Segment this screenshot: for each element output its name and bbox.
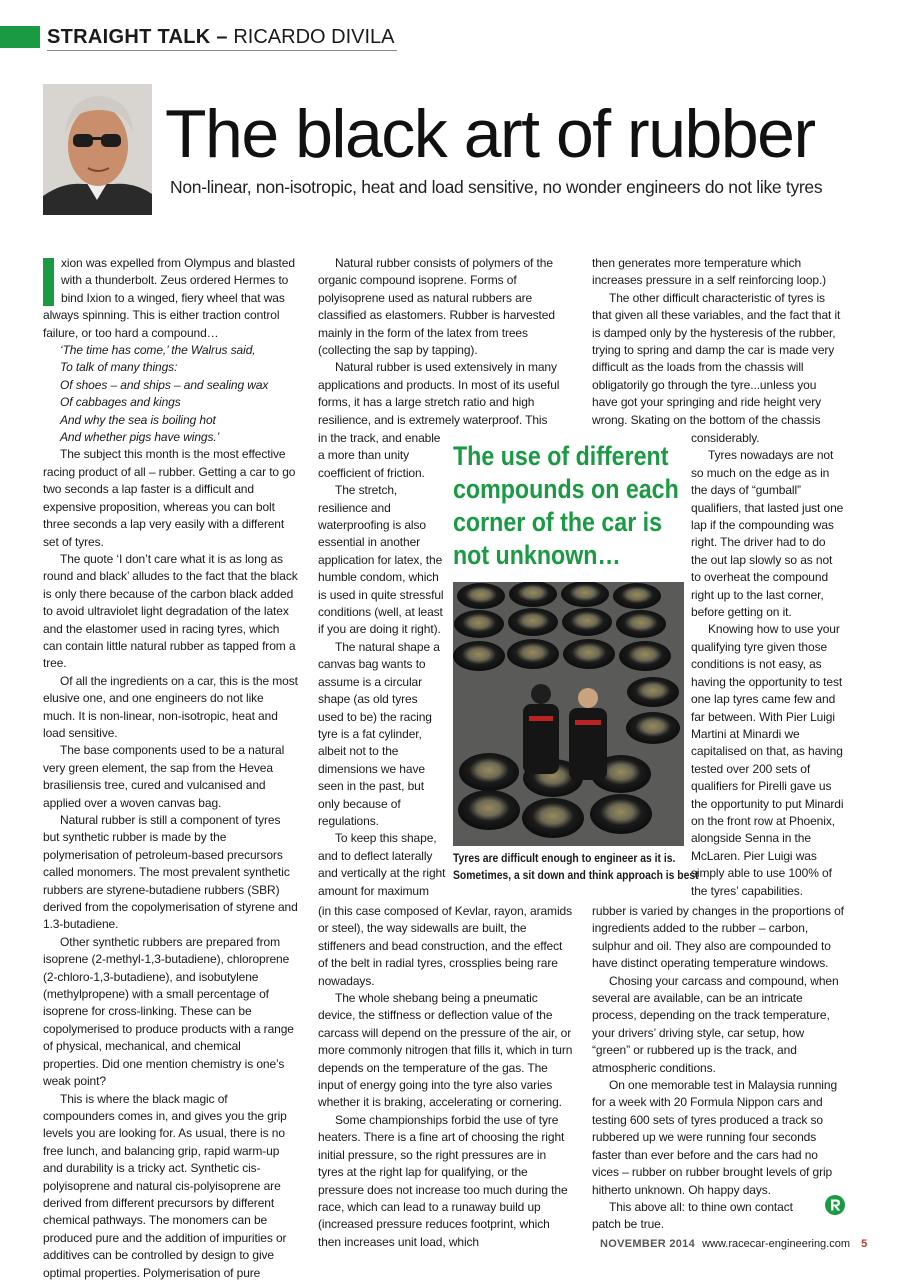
paragraph: The other difficult characteristic of tyres is that given all these variables, and the fact that it is damped only by the hysteresis of the rubber, trying to spring and damp the car is made very difficult as the loads from the chassis will obligatorily go through the tyre...unless you have got your springing and ride height very wrong. Skating on the bottom of the chassis (592, 290, 841, 427)
paragraph: xion was expelled from Olympus and blasted with a thunderbolt. Zeus ordered Hermes to bind Ixion to a winged, fiery wheel that was always spinning. This is either traction control failure, or too hard a compound… (43, 256, 295, 340)
paragraph (691, 900, 844, 902)
section-rule (47, 50, 397, 51)
paragraph: considerably. (691, 431, 760, 445)
verse-line: To talk of many things: (60, 360, 178, 375)
article-standfirst: Non-linear, non-isotropic, heat and load sensitive, no wonder engineers do not like tyres (170, 177, 823, 197)
website-url: www.racecar-engineering.com (702, 1238, 851, 1250)
paragraph: Natural rubber consists of polymers of the organic compound isoprene. Forms of polyisoprene used as natural rubbers are classified as elastomers. Rubber is harvested mainly in the form of the latex from trees (collecting the sap by tapping). (318, 256, 555, 358)
page-number: 5 (861, 1238, 868, 1250)
section-color-bar (0, 26, 40, 48)
verse-line: Of shoes – and ships – and sealing wax (60, 377, 269, 392)
column-1 (43, 255, 298, 1280)
issue-date: NOVEMBER 2014 (600, 1238, 695, 1250)
paragraph: The subject this month is the most effective racing product of all – rubber. Getting a car to go two seconds a lap faster is a difficult and expensive proposition, whereas you can bolt three seconds a lap very easily with a different set of tyres. (43, 447, 296, 549)
footer (600, 1237, 867, 1251)
verse-line: Of cabbages and kings (60, 395, 181, 410)
paragraph: Of all the ingredients on a car, this is the most elusive one, and one engineers do not like much. It is non-linear, non-isotropic, heat and load sensitive. (43, 673, 298, 740)
verse-line: And whether pigs have wings.’ (60, 430, 220, 445)
column-2-top (318, 255, 573, 427)
article-title: The black art of rubber (165, 96, 815, 172)
caption-line: Tyres are difficult enough to engineer as it is. (453, 853, 676, 865)
paragraph: Some championships forbid the use of tyre heaters. There is a fine art of choosing the right initial pressure, so the right pressures are in tyres at the right lap for qualifying, or the pressure does not increase too much during the race, which can lead to a runaway build up (increased pressure reduces footprint, which then increases unit load, which (318, 1112, 568, 1249)
paragraph: Tyres nowadays are not so much on the edge as in the days of “gumball” qualifiers, that lasted just one lap if the compounding was right. The driver had to do the out lap slowly so as not to overheat the compound right up to the last corner, before getting on it. (691, 448, 844, 620)
column-3-bottom (592, 903, 844, 1234)
caption-line: Sometimes, a sit down and think approach is best (453, 870, 699, 882)
paragraph: Natural rubber is still a component of tyres but synthetic rubber is made by the polymerisation of petroleum-based precursors called monomers. The most prevalent synthetic rubbers are styrene-butadiene rubbers (SBR) derived from the copolymerisation of styrene and 1.3-butadiene. (43, 813, 298, 932)
column-3-top (592, 255, 844, 427)
author-portrait (43, 84, 152, 215)
paragraph: The stretch, resilience and waterproofing is also essential in another application for latex, the humble condom, which is used in quite stressful conditions (well, at least if you are doing it right). (318, 483, 444, 637)
pull-quote: The use of different compounds on each corner of the car is not unknown… (453, 441, 679, 570)
paragraph: This is where the black magic of compounders comes in, and gives you the grip levels you are looking for. As usual, there is no free lunch, and balancing grip, rapid warm-up and durability is a tricky act. Synthetic cis-polyisoprene and natural cis-polyisoprene are derived from different precursors by different chemical pathways. The monomers can be produced pure and the addition of impurities or additives can be controlled by design to give optimal properties. Polymerisation of pure (43, 1091, 287, 1280)
paragraph: Other synthetic rubbers are prepared from isoprene (2-methyl-1,3-butadiene), chloroprene (2-chloro-1,3-butadiene), and isobutylene (methylpropene) with a small percentage of isoprene for cross-linking. These can be copolymerised to produce products with a range of physical, mechanical, and chemical properties. Did one mention chemistry is one’s weak point? (43, 934, 294, 1089)
author-name: RICARDO DIVILA (227, 26, 395, 48)
verse-line: ‘The time has come,’ the Walrus said, (60, 343, 256, 358)
tyre-photo (453, 582, 684, 846)
paragraph: To keep this shape, and to deflect laterally and vertically at the right amount for maximum (318, 831, 446, 898)
paragraph: Knowing how to use your qualifying tyre given those conditions is not easy, as having the opportunity to test one lap tyres came few and far between. With Pier Luigi Martini at Minardi we capitalised on that, as having tested over 200 sets of qualifiers for Pirelli gave us the opportunity to put Minardi on the front row at Phoenix, alongside Senna in the McLaren. Pier Luigi was simply able to use 100% of the tyres’ capabilities. (691, 622, 844, 898)
paragraph: then generates more temperature which increases pressure in a self reinforcing loop.) (592, 256, 827, 288)
racecar-r-logo-icon (825, 1195, 845, 1215)
paragraph: The whole shebang being a pneumatic device, the stiffness or deflection value of the carcass will depend on the pressure of the air, or more commonly nitrogen that fills it, which in turn depends on the temperature of the gas. The input of energy going into the tyre also varies whether it is braking, accelerating or cornering. (318, 991, 573, 1110)
paragraph: rubber is varied by changes in the proportions of ingredients added to the rubber – carbon, sulphur and oil. They also are compounded to have distinct operating temperature windows. (592, 904, 844, 971)
paragraph: The quote ‘I don’t care what it is as long as round and black’ alludes to the fact that the black is only there because of the carbon black added to avoid ultraviolet light degradation of the latex and the elastomer used in racing tyres, which can contain little natural rubber as tapped from a tree. (43, 551, 298, 671)
drop-cap-bar (43, 258, 54, 306)
paragraph: (in this case composed of Kevlar, rayon, aramids or steel), the way sidewalls are built, the stiffeners and bead construction, and the effect of the belt in radial tyres, crossplies being rare nowadays. (318, 904, 572, 988)
paragraph: Natural rubber is used extensively in many applications and products. In most of its useful forms, it has a large stretch ratio and high resilience, and is extremely waterproof. This (318, 360, 560, 427)
photo-caption (453, 851, 699, 885)
paragraph: in the track, and enable a more than unity coefficient of friction. (318, 431, 441, 480)
paragraph: On one memorable test in Malaysia running for a week with 20 Formula Nippon cars and testing 600 sets of tyres produced a track so rubbered up we were running four seconds faster than ever before and the cars had no vices – rubber on rubber brought levels of grip hitherto unknown. Oh happy days. (592, 1078, 838, 1197)
section-name: STRAIGHT TALK – (47, 26, 228, 48)
paragraph: The natural shape a canvas bag wants to assume is a circular shape (as old tyres used to be) the racing tyre is a fat cylinder, albeit not to the dimensions we have seen in the past, but only because of regulations. (318, 639, 440, 828)
paragraph: Chosing your carcass and compound, when several are available, can be an intricate process, depending on the track temperature, your drivers’ driving style, car setup, how “green” or rubbered up is the track, and atmospheric conditions. (592, 973, 839, 1075)
column-2-bottom (318, 903, 573, 1251)
column-3-narrow (691, 430, 844, 902)
column-2-narrow (318, 430, 446, 902)
verse-line: And why the sea is boiling hot (60, 412, 216, 427)
section-label (47, 26, 395, 48)
paragraph: The base components used to be a natural very green element, the sap from the Hevea brasiliensis tree, cured and vulcanised and applied over a woven canvas bag. (43, 743, 285, 810)
paragraph: This above all: to thine own contact patch be true. (592, 1199, 793, 1232)
